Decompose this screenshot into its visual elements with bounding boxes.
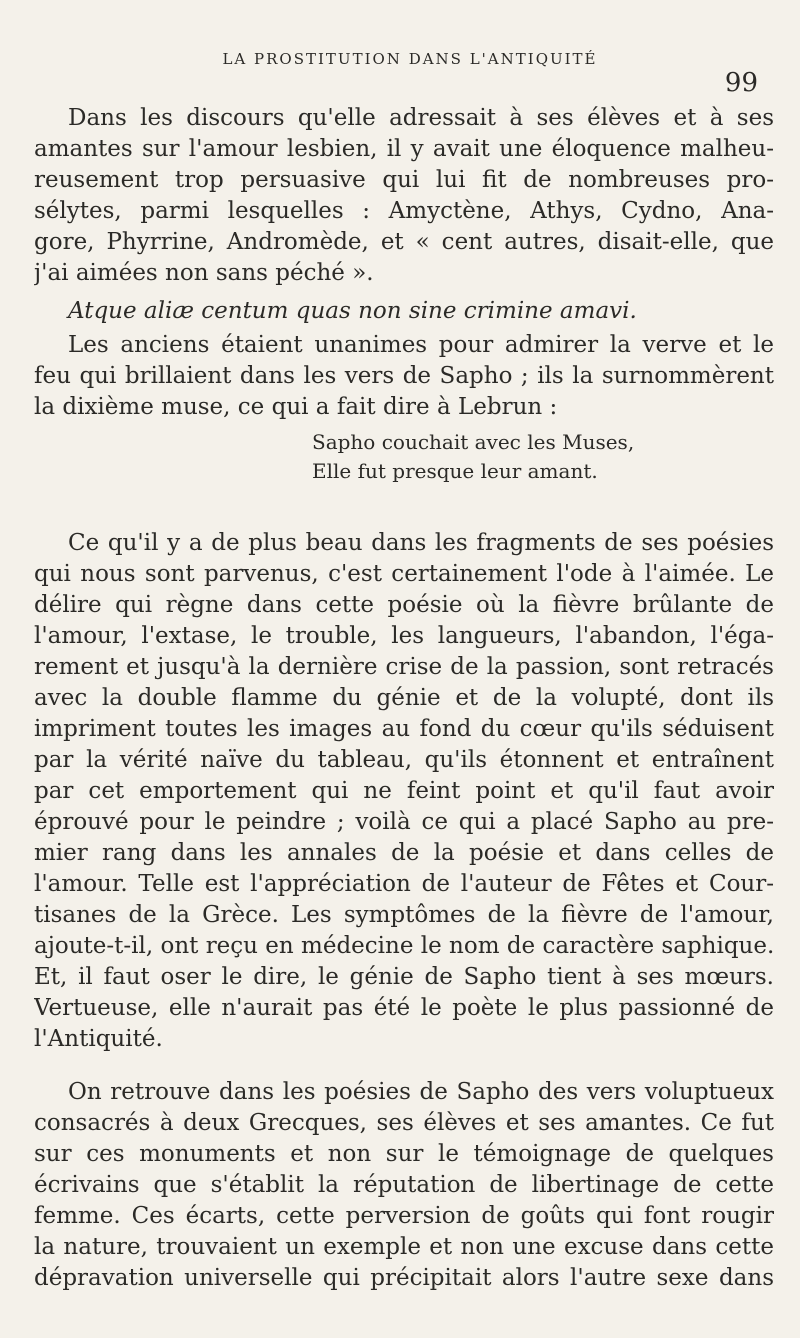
text-line: rement et jusqu'à la dernière crise de la passion, sont retracés [34,654,774,680]
verse-line: Elle fut presque leur amant. [312,459,598,483]
text-line: mier rang dans les annales de la poésie et dans celles de [34,840,774,866]
text-line: qui nous sont parvenus, c'est certainement l'ode à l'aimée. Le [34,561,774,587]
text-line: Vertueuse, elle n'aurait pas été le poète le plus passionné de [34,995,774,1021]
text-line: impriment toutes les images au fond du cœur qu'ils séduisent [34,716,774,742]
text-line: Les anciens étaient unanimes pour admirer la verve et le [68,332,774,358]
text-line: amantes sur l'amour lesbien, il y avait une éloquence malheu- [34,136,774,162]
text-line: Ce qu'il y a de plus beau dans les fragments de ses poésies [68,530,774,556]
text-line: Et, il faut oser le dire, le génie de Sapho tient à ses mœurs. [34,964,774,990]
text-line: l'amour. Telle est l'appréciation de l'auteur de Fêtes et Cour- [34,871,774,897]
text-line: la dixième muse, ce qui a fait dire à Lebrun : [34,394,558,420]
verse-quote [312,428,634,486]
text-line: gore, Phyrrine, Andromède, et « cent autres, disait-elle, que [34,229,774,255]
text-line: par cet emportement qui ne feint point et qu'il faut avoir [34,778,774,804]
text-line: la nature, trouvaient un exemple et non une excuse dans cette [34,1234,774,1260]
text-line: sélytes, parmi lesquelles : Amyctène, Athys, Cydno, Ana- [34,198,774,224]
text-line: par la vérité naïve du tableau, qu'ils étonnent et entraînent [34,747,774,773]
running-head: LA PROSTITUTION DANS L'ANTIQUITÉ [222,50,598,68]
page-number: 99 [724,68,758,98]
text-line: j'ai aimées non sans péché ». [34,260,374,286]
text-line: éprouvé pour le peindre ; voilà ce qui a placé Sapho au pre- [34,809,774,835]
paragraph-voluptuous-verses [34,1077,774,1294]
text-line: reusement trop persuasive qui lui fit de nombreuses pro- [34,167,774,193]
text-line: tisanes de la Grèce. Les symptômes de la fièvre de l'amour, [34,902,774,928]
text-line: avec la double flamme du génie et de la volupté, dont ils [34,685,774,711]
text-line: sur ces monuments et non sur le témoignage de quelques [34,1141,774,1167]
text-line: consacrés à deux Grecques, ses élèves et ses amantes. Ce fut [34,1110,774,1136]
text-line: Dans les discours qu'elle adressait à ses élèves et à ses [68,105,774,131]
text-line: l'amour, l'extase, le trouble, les langueurs, l'abandon, l'éga- [34,623,774,649]
text-line: On retrouve dans les poésies de Sapho des vers voluptueux [68,1079,774,1105]
text-line: écrivains que s'établit la réputation de libertinage de cette [34,1172,774,1198]
latin-quote-block [34,296,774,327]
text-line: délire qui règne dans cette poésie où la fièvre brûlante de [34,592,774,618]
verse-line: Sapho couchait avec les Muses, [312,430,635,454]
paragraph-ode [34,528,774,1055]
paragraph-lesbian-love [34,103,774,289]
text-line: dépravation universelle qui précipitait alors l'autre sexe dans [34,1265,774,1291]
text-line: l'Antiquité. [34,1026,163,1052]
text-line: feu qui brillaient dans les vers de Sapho ; ils la surnommèrent [34,363,774,389]
latin-quote: Atque aliæ centum quas non sine crimine amavi. [68,298,637,324]
text-line: ajoute-t-il, ont reçu en médecine le nom de caractère saphique. [34,933,774,959]
paragraph-tenth-muse [34,330,774,423]
text-line: femme. Ces écarts, cette perversion de goûts qui font rougir [34,1203,774,1229]
